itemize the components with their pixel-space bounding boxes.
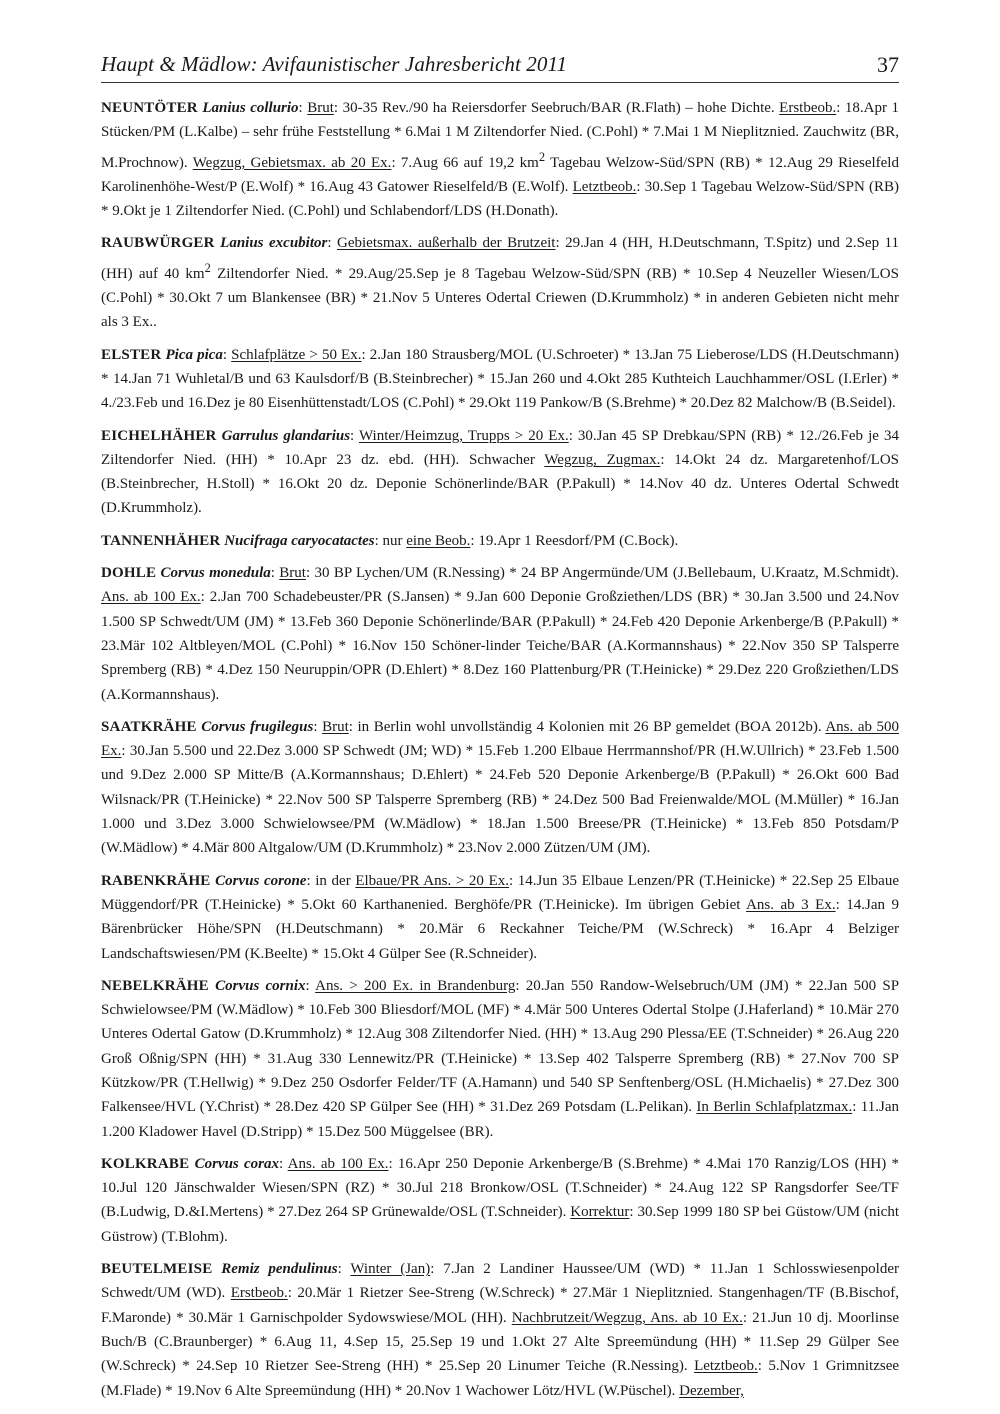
species-latin-name: Corvus corax: [194, 1155, 280, 1172]
superscript: 2: [538, 149, 546, 164]
section-label: Nachbrutzeit/Wegzug, Ans. ab 10 Ex.: [511, 1309, 743, 1326]
entry-text: : 16.Apr 250 Deponie Arkenberge/B (S.Brehme) * 4.Mai 170 Ranzig/LOS (HH) * 10.Jul 120 Jänschwalder Wiesen/SPN (RZ) * 30.Jul 218 Bronkow/OSL (T.Schneider) * 24.Aug 122 SP Rangsdorfer See/TF (B.Ludwig, D.&I.Mertens) * 27.Dez 264 SP Grünewalde/OSL (T.Schneider).: [101, 1155, 900, 1221]
entry-text: : 29.Jan 4 (HH, H.Deutschmann, T.Spitz) und 2.Sep 11 (HH) auf 40 km: [101, 235, 899, 282]
section-label: Ans. ab 3 Ex.: [746, 896, 836, 913]
species-latin-name: Corvus monedula: [160, 565, 271, 582]
entry-text: : 14.Okt 24 dz. Margaretenhof/LOS (B.Steinbrecher, H.Stoll) * 16.Okt 20 dz. Deponie Schönerlinde/BAR (P.Pakull) * 14.Nov 40 dz. Unteres Odertal Schwedt (D.Krummholz).: [101, 451, 900, 517]
entry-text: :: [279, 1155, 288, 1172]
section-label: Schlafplätze > 50 Ex.: [231, 346, 362, 363]
section-label: Ans. > 200 Ex. in Brandenburg: [315, 977, 516, 994]
entry-text: : in Berlin wohl unvollständig 4 Kolonien mit 26 BP gemeldet (BOA 2012b).: [348, 718, 826, 735]
species-latin-name: Corvus cornix: [215, 977, 306, 994]
entry-text: : 5.Nov 1 Grimnitzsee (M.Flade) * 19.Nov 6 Alte Spreemündung (HH) * 20.Nov 1 Wachower Lötz/HVL (W.Püschel).: [101, 1358, 900, 1399]
entry-text: : 30.Sep 1 Tagebau Welzow-Süd/SPN (RB) * 9.Okt je 1 Ziltendorfer Nied. (C.Pohl) und Schlabendorf/LDS (H.Donath).: [101, 178, 899, 220]
entry-text: : in der: [306, 872, 356, 889]
species-latin-name: Remiz pendulinus: [221, 1261, 338, 1278]
entry-text: :: [350, 427, 359, 444]
species-entry-raubwuerger: [101, 231, 899, 334]
entry-text: : 7.Jan 2 Landiner Haussee/UM (WD) * 11.Jan 1 Schlosswiesenpolder Schwedt/UM (WD).: [101, 1261, 900, 1302]
species-entry-eichelhaeher: [101, 424, 899, 521]
species-common-name: RAUBWÜRGER: [101, 235, 215, 252]
superscript: 2: [204, 260, 211, 275]
entry-text: :: [270, 565, 280, 582]
species-entry-beutelmeise: [101, 1257, 899, 1403]
section-label: Letztbeob.: [572, 178, 637, 195]
section-label: eine Beob.: [406, 532, 471, 549]
species-common-name: EICHELHÄHER: [101, 427, 217, 444]
entry-text: :: [305, 977, 316, 994]
species-entry-kolkrabe: [101, 1152, 899, 1249]
species-common-name: NEBELKRÄHE: [101, 977, 209, 994]
species-latin-name: Garrulus glandarius: [221, 427, 351, 444]
species-entry-neuntoeter: [101, 96, 899, 223]
species-common-name: SAATKRÄHE: [101, 718, 197, 735]
entry-text: : 30 BP Lychen/UM (R.Nessing) * 24 BP Angermünde/UM (J.Bellebaum, U.Kraatz, M.Schmidt).: [305, 565, 899, 582]
entry-text: : 30.Jan 5.500 und 22.Dez 3.000 SP Schwedt (JM; WD) * 15.Feb 1.200 Elbaue Herrmannshof/PR (H.W.Ullrich) * 23.Feb 1.500 und 9.Dez 2.000 SP Mitte/B (A.Kormannshaus; D.Ehlert) * 24.Feb 520 Deponie Arkenberge/B (P.Pakull) * 26.Okt 600 Bad Wilsnack/PR (T.Heinicke) * 22.Nov 500 SP Talsperre Spremberg (RB) * 24.Dez 500 Bad Freienwalde/MOL (M.Müller) * 16.Jan 1.000 und 3.Dez 3.000 Schwielowsee/PM (W.Mädlow) * 18.Jan 1.500 Breese/PR (T.Heinicke) * 13.Feb 850 Potsdam/P (W.Mädlow) * 4.Mär 800 Altgalow/UM (D.Krummholz) * 23.Nov 2.000 Zützen/UM (JM).: [101, 743, 899, 857]
species-common-name: RABENKRÄHE: [101, 872, 211, 889]
section-label: Brut: [322, 718, 349, 735]
species-entry-rabenkraehe: [101, 869, 899, 966]
species-common-name: KOLKRABE: [101, 1155, 190, 1172]
entry-text: Ziltendorfer Nied. * 29.Aug/25.Sep je 8 Tagebau Welzow-Süd/SPN (RB) * 10.Sep 4 Neuzeller Wiesen/LOS (C.Pohl) * 30.Okt 7 um Blankensee (BR) * 21.Nov 5 Unteres Odertal Criewen (D.Krummholz) * in anderen Gebieten nicht mehr als 3 Ex..: [101, 265, 899, 331]
page-header: [101, 50, 899, 83]
section-label: Korrektur: [570, 1204, 630, 1221]
entry-text: :: [313, 718, 323, 735]
section-label: Elbaue/PR Ans. > 20 Ex.: [355, 872, 509, 889]
species-latin-name: Corvus corone: [215, 872, 307, 889]
species-latin-name: Nucifraga caryocatactes: [224, 532, 375, 549]
entry-text: : 18.Apr 1 Stücken/PM (L.Kalbe) – sehr frühe Feststellung * 6.Mai 1 M Ziltendorfer Nied. (C.Pohl) * 7.Mai 1 M Nieplitznied. Zauchwitz (BR, M.Prochnow).: [101, 100, 900, 171]
entry-text: : 11.Jan 1.200 Kladower Havel (D.Stripp) * 15.Dez 500 Müggelsee (BR).: [101, 1099, 899, 1140]
entry-text: : 7.Aug 66 auf 19,2 km: [391, 154, 539, 171]
section-label: Gebietsmax. außerhalb der Brutzeit: [337, 235, 556, 252]
entry-text: :: [327, 235, 337, 252]
species-entry-tannenhaeher: [101, 529, 899, 553]
species-entry-nebelkraehe: [101, 974, 899, 1144]
species-common-name: TANNENHÄHER: [101, 532, 221, 549]
species-latin-name: Pica pica: [165, 346, 223, 363]
section-label: Winter (Jan): [350, 1261, 431, 1278]
section-label: Ans. ab 100 Ex.: [287, 1155, 389, 1172]
section-label: Ans. ab 100 Ex.: [101, 589, 201, 606]
entry-text: [212, 1261, 221, 1277]
species-common-name: ELSTER: [101, 346, 162, 363]
entry-text: : 14.Jan 9 Bärenbrücker Höhe/SPN (H.Deutschmann) * 20.Mär 6 Reckahner Teiche/PM (W.Schreck) * 16.Apr 4 Belziger Landschaftswiesen/PM (K.Beelte) * 15.Okt 4 Gülper See (R.Schneider).: [101, 896, 899, 962]
section-label: Dezember,: [679, 1382, 744, 1399]
section-label: Wegzug, Zugmax.: [544, 451, 661, 468]
entry-text: :: [337, 1261, 351, 1278]
section-label: Winter/Heimzug, Trupps > 20 Ex.: [359, 427, 569, 444]
species-latin-name: Lanius collurio: [202, 100, 299, 116]
section-label: Erstbeob.: [779, 100, 837, 116]
entry-text: : 21.Jun 10 dj. Moorlinse Buch/B (C.Braunberger) * 6.Aug 11, 4.Sep 15, 25.Sep 19 und 1.Okt 27 Alte Spreemündung (HH) * 11.Sep 29 Gülper See (W.Schreck) * 24.Sep 10 Rietzer See-Streng (HH) * 25.Sep 20 Linumer Teiche (R.Nessing).: [101, 1309, 899, 1375]
entry-text: :: [298, 100, 308, 116]
entry-text: : 2.Jan 700 Schadebeuster/PR (S.Jansen) * 9.Jan 600 Deponie Großziethen/LDS (BR) * 30.Jan 3.500 und 24.Nov 1.500 SP Schwedt/UM (JM) * 13.Feb 360 Deponie Schönerlinde/BAR (P.Pakull) * 24.Feb 420 Deponie Arkenberge/B (P.Pakull) * 23.Mär 102 Altbleyen/MOL (C.Pohl) * 16.Nov 150 Schöner-linder Teiche/BAR (A.Kormannshaus) * 22.Nov 350 SP Talsperre Spremberg (RB) * 4.Dez 150 Neuruppin/OPR (D.Ehlert) * 8.Dez 160 Plattenburg/PR (T.Heinicke) * 29.Dez 220 Großziethen/LDS (A.Kormannshaus).: [101, 589, 899, 703]
entry-text: : 20.Mär 1 Rietzer See-Streng (W.Schreck) * 27.Mär 1 Nieplitznied. Stangenhagen/TF (B.Bischof, F.Maronde) * 30.Mär 1 Garnischpolder Sydowswiese/MOL (HH).: [101, 1285, 899, 1326]
section-label: Ans. ab 500 Ex.: [101, 718, 900, 760]
section-label: Brut: [307, 100, 334, 116]
species-common-name: DOHLE: [101, 565, 157, 582]
entry-text: : 30.Jan 45 SP Drebkau/SPN (RB) * 12./26.Feb je 34 Ziltendorfer Nied. (HH) * 10.Apr 23 dz. ebd. (HH). Schwacher: [101, 427, 899, 468]
species-common-name: NEUNTÖTER: [101, 100, 198, 116]
species-common-name: BEUTELMEISE: [101, 1261, 213, 1278]
species-list: [101, 96, 899, 1411]
entry-text: : 30.Sep 1999 180 SP bei Güstow/UM (nicht Güstrow) (T.Blohm).: [101, 1204, 899, 1245]
entry-text: : 2.Jan 180 Strausberg/MOL (U.Schroeter) * 13.Jan 75 Lieberose/LDS (H.Deutschmann) * 14.Jan 71 Wuhletal/B und 63 Kaulsdorf/B (B.Steinbrecher) * 15.Jan 260 und 4.Okt 285 Kuthteich Lauchhammer/OSL (I.Erler) * 4./23.Feb und 16.Dez je 80 Eisenhüttenstadt/LOS (C.Pohl) * 29.Okt 119 Pankow/B (S.Brehme) * 20.Dez 82 Malchow/B (B.Seidel).: [101, 346, 899, 412]
section-label: Wegzug, Gebietsmax. ab 20 Ex.: [192, 154, 392, 171]
species-entry-dohle: [101, 561, 899, 707]
species-entry-saatkraehe: [101, 715, 899, 861]
entry-text: : 14.Jun 35 Elbaue Lenzen/PR (T.Heinicke) * 22.Sep 25 Elbaue Müggendorf/PR (T.Heinicke) * 5.Okt 60 Karthanenied. Berghöfe/PR (T.Heinicke). Im übrigen Gebiet: [101, 872, 900, 913]
entry-text: : nur: [374, 532, 407, 549]
entry-text: : 30-35 Rev./90 ha Reiersdorfer Seebruch/BAR (R.Flath) – hohe Dichte.: [333, 100, 780, 116]
entry-text: Tagebau Welzow-Süd/SPN (RB) * 12.Aug 29 Rieselfeld Karolinenhöhe-West/P (E.Wolf) * 16.Aug 43 Gatower Rieselfeld/B (E.Wolf).: [101, 154, 899, 195]
entry-text: : 19.Apr 1 Reesdorf/PM (C.Bock).: [470, 532, 679, 549]
section-label: Brut: [279, 565, 306, 582]
entry-text: : 20.Jan 550 Randow-Welsebruch/UM (JM) * 22.Jan 500 SP Schwielowsee/PM (W.Mädlow) * 10.Feb 300 Bliesdorf/MOL (MF) * 4.Mär 500 Unteres Odertal Stolpe (J.Haferland) * 10.Mär 270 Unteres Odertal Gatow (D.Krummholz) * 12.Aug 308 Ziltendorfer Nied. (HH) * 13.Aug 290 Plessa/EE (T.Schneider) * 26.Aug 220 Groß Oßnig/SPN (HH) * 31.Aug 330 Lennewitz/PR (T.Heinicke) * 13.Sep 402 Talsperre Spremberg (RB) * 27.Nov 700 SP Kützkow/PR (T.Hellwig) * 9.Dez 250 Osdorfer Felder/TF (A.Hamann) und 540 SP Senftenberg/OSL (H.Michaelis) * 27.Dez 300 Falkensee/HVL (Y.Christ) * 28.Dez 420 SP Gülper See (HH) * 31.Dez 269 Potsdam (L.Pelikan).: [101, 977, 900, 1116]
section-label: Letztbeob.: [694, 1358, 758, 1375]
page-number: 37: [877, 52, 899, 77]
species-latin-name: Lanius excubitor: [220, 235, 328, 252]
entry-text: :: [222, 346, 232, 363]
species-latin-name: Corvus frugilegus: [201, 718, 314, 735]
running-title: Haupt & Mädlow: Avifaunistischer Jahresbericht 2011: [101, 52, 568, 76]
section-label: Erstbeob.: [230, 1285, 288, 1302]
species-entry-elster: [101, 343, 899, 416]
section-label: In Berlin Schlafplatzmax.: [696, 1099, 853, 1116]
